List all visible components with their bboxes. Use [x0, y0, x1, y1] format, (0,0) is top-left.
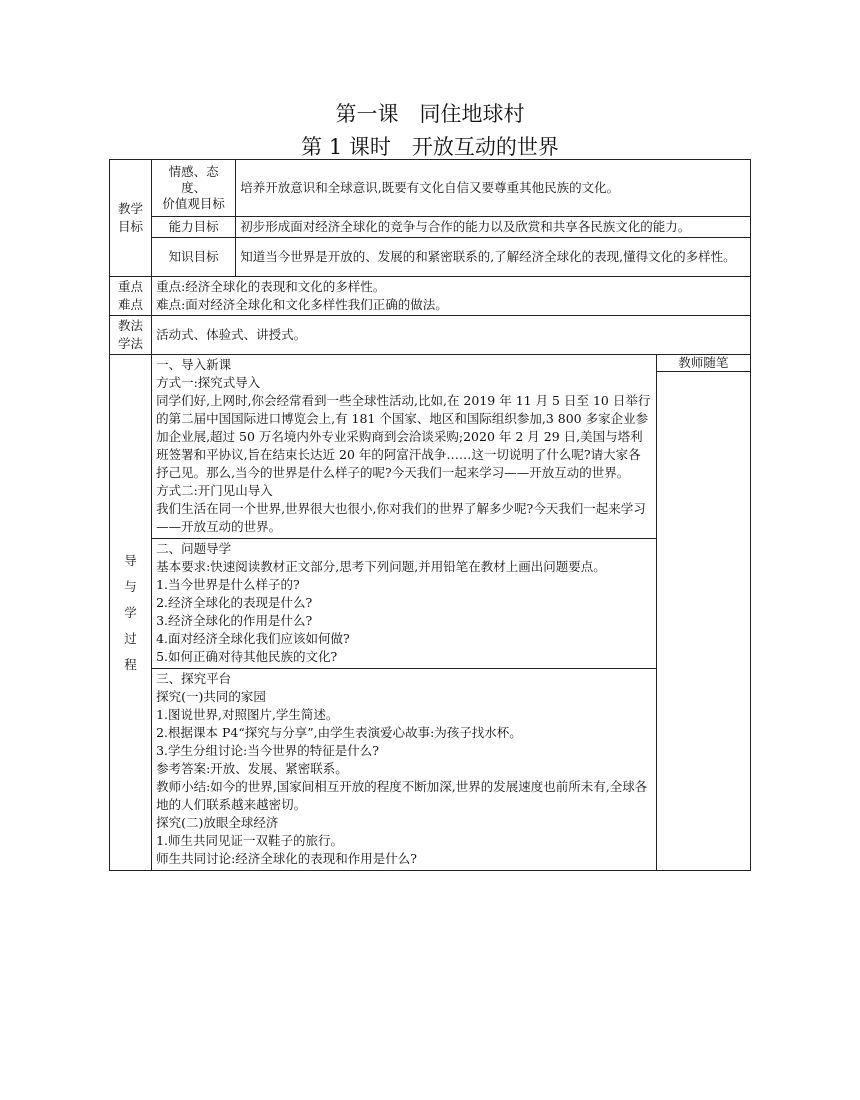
section-heading: 二、问题导学 [156, 541, 232, 556]
goals-label: 教学 目标 [110, 160, 152, 277]
teacher-notes-column [656, 355, 750, 871]
key-points-label: 重点 难点 [110, 277, 152, 316]
key-points-row [110, 277, 751, 316]
difficult-point: 难点:面对经济全球化和文化多样性我们正确的做法。 [156, 297, 448, 312]
goal-content-emotion: 培养开放意识和全球意识,既要有文化自信又要尊重其他民族的文化。 [236, 160, 751, 217]
goal-label-emotion: 情感、态 度、 价值观目标 [152, 160, 236, 217]
section-questions: 二、问题导学 基本要求:快速阅读教材正文部分,思考下列问题,并用铅笔在教材上画出问题要点。 1.当今世界是什么样子的? 2.经济全球化的表现是什么? 3.经济全球化的作用是什么? 4.面对经济全球化我们应该如何做? 5.如何正确对待其他民族的文化? [152, 539, 657, 669]
section-intro: 一、导入新课 方式一:探究式导入 同学们好,上网时,你会经常看到一些全球性活动,比如,在 2019 年 11 月 5 日至 10 日举行的第二届中国国际进口博览会上,有 181 个国家、地区和国际组织参加,3 800 多家企业参加企业展,超过 50 万名境内外专业采购商到会洽谈采购;2020 年 2 月 29 日,美国与塔利班签署和平协议,旨在结束长达近 20 年的阿富汗战争……这一切说明了什么呢?请大家各抒己见。那么,当今的世界是什么样子的呢?今天我们一起来学习——开放互动的世界。 方式二:开门见山导入 我们生活在同一个世界,世界很大也很小,你对我们的世界了解多少呢?今天我们一起来学习——开放互动的世界。 [152, 355, 657, 539]
process-row-explore [110, 669, 751, 871]
process-label: 导 与 学 过 程 [110, 355, 152, 871]
methods-row [110, 316, 751, 355]
methods-label: 教法 学法 [110, 316, 152, 355]
goal-label-ability: 能力目标 [152, 217, 236, 238]
section-heading: 三、探究平台 [156, 671, 232, 686]
lesson-subtitle: 第 1 课时 开放互动的世界 [301, 135, 559, 159]
key-points-content [152, 277, 751, 316]
key-point: 重点:经济全球化的表现和文化的多样性。 [156, 279, 386, 294]
question-item: 3.经济全球化的作用是什么? [156, 613, 313, 628]
question-item: 1.当今世界是什么样子的? [156, 577, 300, 592]
process-row-intro [110, 355, 751, 539]
question-item: 4.面对经济全球化我们应该如何做? [156, 631, 350, 646]
goal-row-emotion [110, 160, 751, 217]
teacher-notes-header: 教师随笔 [657, 355, 750, 372]
question-item: 5.如何正确对待其他民族的文化? [156, 649, 338, 664]
goal-row-ability [110, 217, 751, 238]
question-item: 2.经济全球化的表现是什么? [156, 595, 313, 610]
methods-content: 活动式、体验式、讲授式。 [152, 316, 751, 355]
goal-content-ability: 初步形成面对经济全球化的竞争与合作的能力以及欣赏和共享各民族文化的能力。 [236, 217, 751, 238]
lesson-title: 第一课 同住地球村 [335, 102, 525, 126]
section-explore: 三、探究平台 探究(一)共同的家园 1.图说世界,对照图片,学生简述。 2.根据课本 P4“探究与分享”,由学生表演爱心故事:为孩子找水杯。 3.学生分组讨论:当今世界的特征是什么? 参考答案:开放、发展、紧密联系。 教师小结:如今的世界,国家间相互开放的程度不断加深,世界的发展速度也前所未有,全球各地的人们联系越来越密切。 探究(二)放眼全球经济 1.师生共同见证一双鞋子的旅行。 师生共同讨论:经济全球化的表现和作用是什么? [152, 669, 657, 871]
process-row-questions [110, 539, 751, 669]
section-heading: 一、导入新课 [156, 357, 232, 372]
goal-content-knowledge: 知道当今世界是开放的、发展的和紧密联系的,了解经济全球化的表现,懂得文化的多样性。 [236, 238, 751, 277]
lesson-plan-table [109, 159, 751, 871]
goal-row-knowledge [110, 238, 751, 277]
goal-label-knowledge: 知识目标 [152, 238, 236, 277]
